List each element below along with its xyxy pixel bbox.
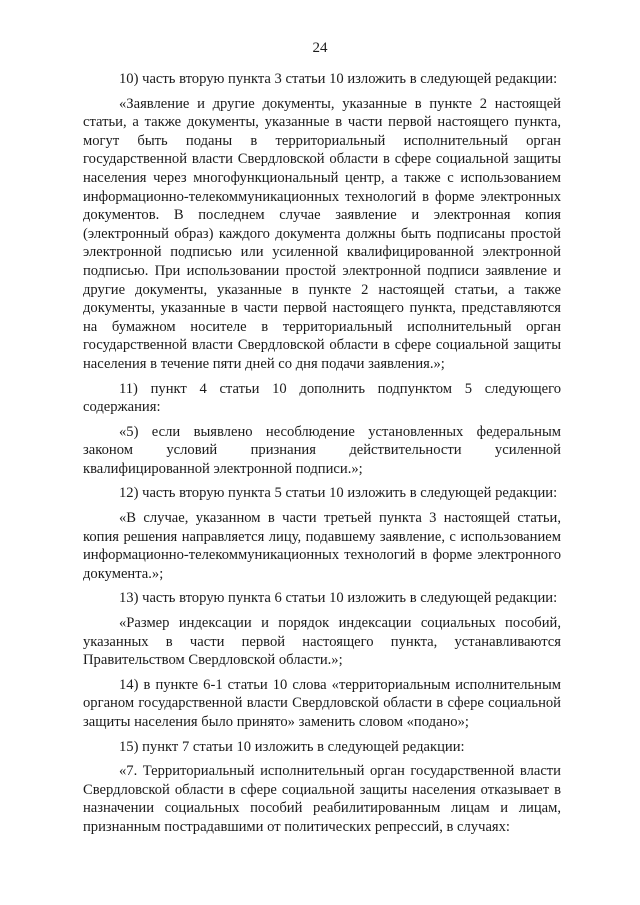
paragraph-item-14: 14) в пункте 6-1 статьи 10 слова «территориальным исполнительным органом государственной власти Свердловской области в сфере социальной защиты населения было принято» заменить словом «подано»; [83,676,561,730]
paragraph-quote-item-12: «В случае, указанном в части третьей пункта 3 настоящей статьи, копия решения направляется лицу, подавшему заявление, с использованием информационно-телекоммуникационных технологий в форме электронного документа.»; [83,510,561,582]
document-body [83,70,561,843]
paragraph-item-15: 15) пункт 7 статьи 10 изложить в следующей редакции: [119,738,465,755]
paragraph-item-11: 11) пункт 4 статьи 10 дополнить подпунктом 5 следующего содержания: [83,380,561,416]
page-number: 24 [312,40,328,56]
paragraph-quote-item-15: «7. Территориальный исполнительный орган государственной власти Свердловской области в сфере социальной защиты населения отказывает в назначении социальных пособий реабилитированным лицам и лицам, признанным пострадавшими от политических репрессий, в случаях: [83,763,561,835]
paragraph-item-12: 12) часть вторую пункта 5 статьи 10 изложить в следующей редакции: [119,485,558,502]
paragraph-item-10: 10) часть вторую пункта 3 статьи 10 изложить в следующей редакции: [119,71,558,87]
paragraph-quote-item-11: «5) если выявлено несоблюдение установленных федеральным законом условий признания действительности усиленной квалифицированной электронной подписи.»; [83,423,561,477]
paragraph-quote-item-13: «Размер индексации и порядок индексации социальных пособий, указанных в части первой настоящего пункта, устанавливаются Правительством Свердловской области.»; [83,615,561,669]
paragraph-item-13: 13) часть вторую пункта 6 статьи 10 изложить в следующей редакции: [119,590,558,607]
paragraph-quote-item-10: «Заявление и другие документы, указанные в пункте 2 настоящей статьи, а также документы, указанные в части первой настоящего пункта, могут быть поданы в территориальный исполнительный орган государственной власти Свердловской области в сфере социальной защиты населения через многофункциональный центр, а также с использованием информационно-телекоммуникационных технологий в форме электронных документов. В последнем случае заявление и электронная копия (электронный образ) каждого документа должны быть подписаны простой электронной подписью или усиленной квалифицированной электронной подписью. При использовании простой электронной подписи заявление и другие документы, указанные в пункте 2 настоящей статьи, а также документы, указанные в части первой настоящего пункта, представляются на бумажном носителе в территориальный исполнительный орган государственной власти Свердловской области в сфере социальной защиты населения в течение пяти дней со дня подачи заявления.»; [83,95,561,372]
